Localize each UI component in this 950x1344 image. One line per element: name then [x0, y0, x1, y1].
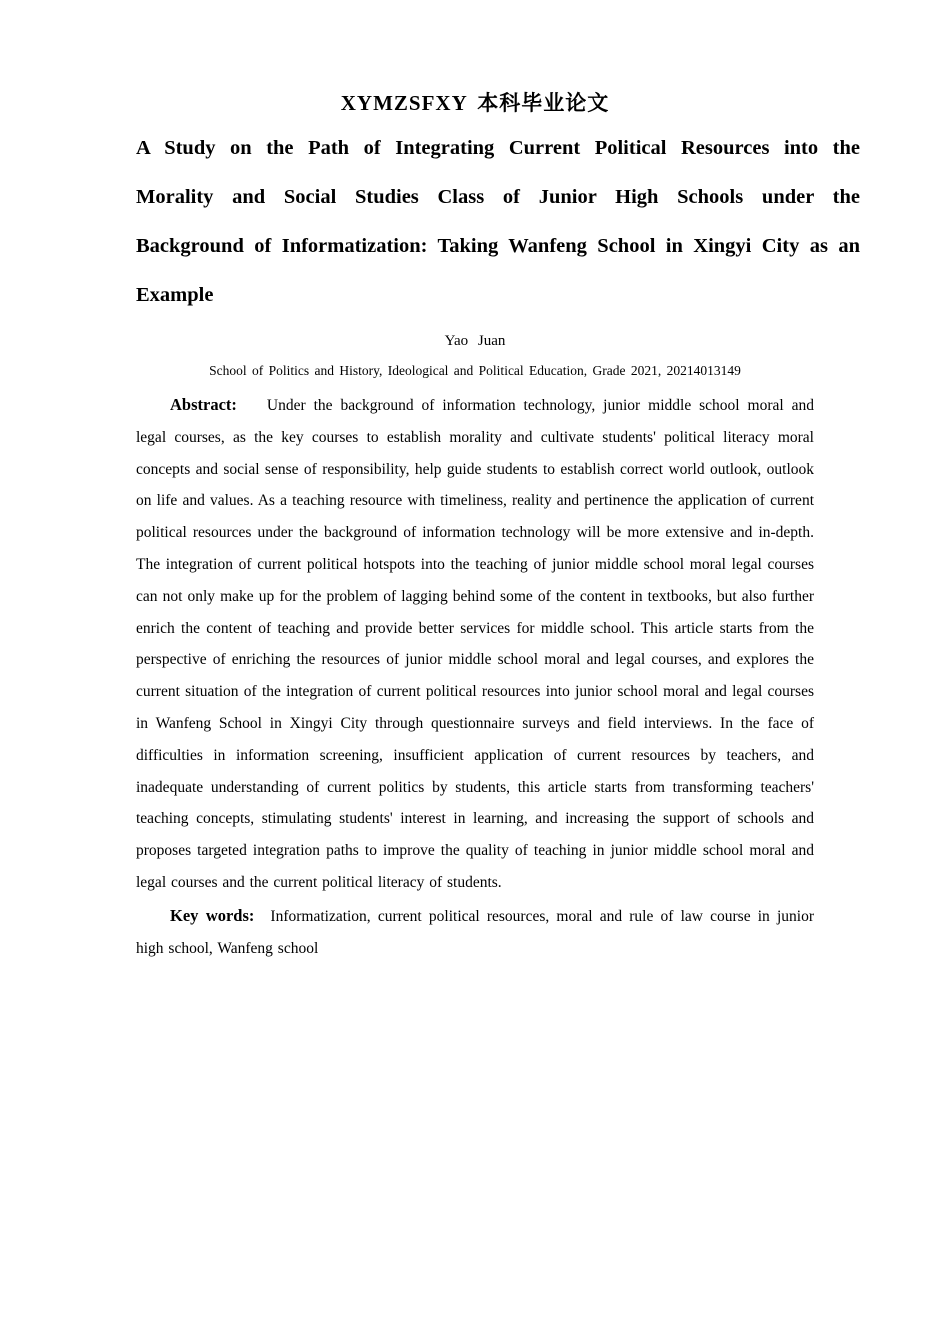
author-affiliation: School of Politics and History, Ideological and Political Education, Grade 2021, 20214013149 [209, 363, 741, 378]
abstract-paragraph [136, 389, 814, 899]
author-name: Yao Juan [444, 333, 506, 349]
abstract-text: Under the background of information technology, junior middle school moral and legal courses, as the key courses to establish morality and cultivate students' political literacy moral concepts and social sense of responsibility, help guide students to establish correct world outlook, outlook on life and values. As a teaching resource with timeliness, reality and pertinence the application of current political resources under the background of information technology will be more extensive and in-depth. The integration of current political hotspots into the teaching of junior middle school moral legal courses can not only make up for the problem of lagging behind some of the content in textbooks, but also further enrich the content of teaching and provide better services for middle school. This article starts from the perspective of enriching the resources of junior middle school moral and legal courses, and explores the current situation of the integration of current political resources into junior school moral and legal courses in Wanfeng School in Xingyi City through questionnaire surveys and field interviews. In the face of difficulties in information screening, insufficient application of current resources by teachers, and inadequate understanding of current politics by students, this article starts from transforming teachers' teaching concepts, stimulating students' interest in learning, and increasing the support of schools and proposes targeted integration paths to improve the quality of teaching in junior middle school moral and legal courses and the current political literacy of students. [136, 397, 814, 891]
thesis-title: A Study on the Path of Integrating Current Political Resources into the Morality and Social Studies Class of Junior High Schools under the Background of Informatization: Taking Wanfeng School in Xingyi City as an Example [136, 137, 860, 306]
keywords-label: Key words: [170, 905, 255, 925]
abstract-label: Abstract: [170, 395, 237, 414]
keywords-paragraph [136, 900, 814, 965]
keywords-text: Informatization, current political resources, moral and rule of law course in junior high school, Wanfeng school [136, 907, 814, 957]
document-header: XYMZSFXY 本科毕业论文 [340, 91, 610, 115]
